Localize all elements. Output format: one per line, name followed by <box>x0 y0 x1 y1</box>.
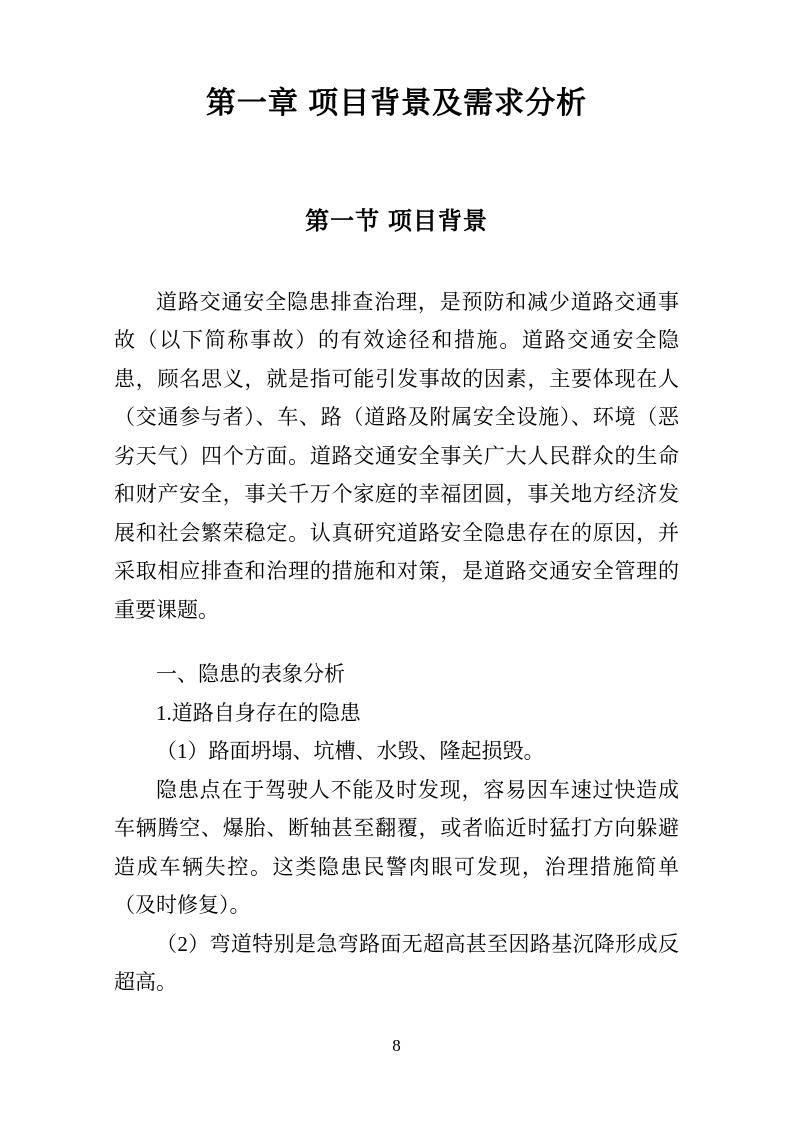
list-item-1-pavement-damage: （1）路面坍塌、坑槽、水毁、隆起损毁。 <box>156 739 545 764</box>
list-item-road-hazard: 1.道路自身存在的隐患 <box>156 700 361 725</box>
list-item-2-curve-superelevation: （2）弯道特别是急弯路面无超高甚至因路基沉降形成反超高。 <box>114 931 679 995</box>
list-heading-analysis: 一、隐患的表象分析 <box>156 662 345 687</box>
page-number: 8 <box>392 1036 401 1055</box>
section-title: 第一节 项目背景 <box>305 208 488 235</box>
body-paragraph-intro: 道路交通安全隐患排查治理，是预防和减少道路交通事故（以下简称事故）的有效途径和措施。道路交通安全隐患，顾名思义，就是指可能引发事故的因素，主要体现在人（交通参与者）、车、路（道路及附属安全设施）、环境（恶劣天气）四个方面。道路交通安全事关广大人民群众的生命和财产安全，事关千万个家庭的幸福团圆，事关地方经济发展和社会繁荣稳定。认真研究道路安全隐患存在的原因，并采取相应排查和治理的措施和对策，是道路交通安全管理的重要课题。 <box>114 289 679 622</box>
chapter-title: 第一章 项目背景及需求分析 <box>205 87 588 120</box>
document-body <box>114 283 679 1002</box>
body-paragraph-hazard-detail: 隐患点在于驾驶人不能及时发现，容易因车速过快造成车辆腾空、爆胎、断轴甚至翻覆，或者临近时猛打方向躲避造成车辆失控。这类隐患民警肉眼可发现，治理措施简单（及时修复）。 <box>114 777 679 918</box>
